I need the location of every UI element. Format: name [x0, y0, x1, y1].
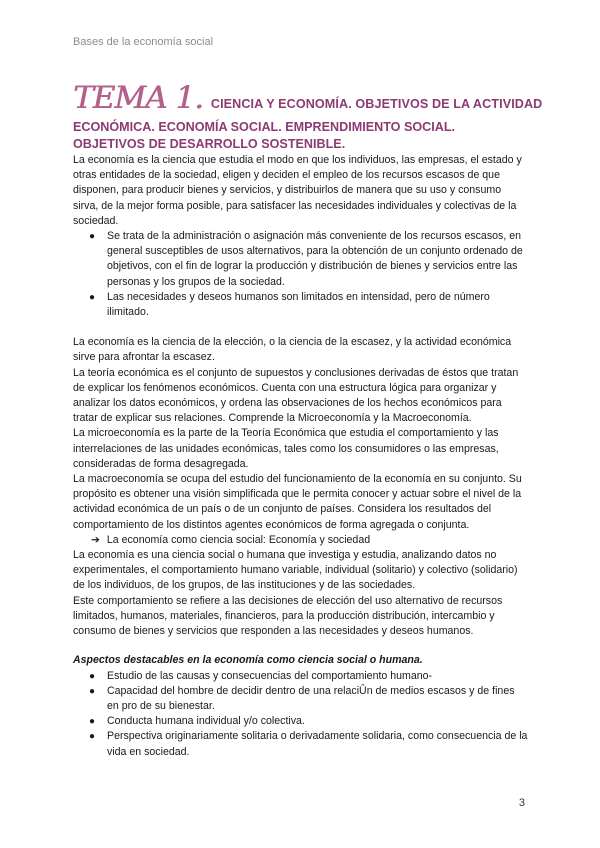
list-item-text: Estudio de las causas y consecuencias del comportamiento humano- [107, 669, 433, 682]
tema-label: TEMA 1. [73, 80, 203, 116]
bullet-icon: ● [89, 685, 96, 697]
running-header: Bases de la economía social [73, 36, 214, 48]
list-item [89, 229, 528, 290]
list-item [89, 669, 528, 684]
list-item-text: Capacidad del hombre de decidir dentro de una relaciÛn de medios escasos y de fines en pro de su bienestar. [107, 684, 515, 712]
arrow-right-icon: ➔ [91, 533, 100, 546]
bullet-icon: ● [89, 731, 96, 743]
bullet-icon: ● [89, 670, 96, 682]
list-item-text: Perspectiva originariamente solitaria o derivadamente solidaria, como consecuencia de la vida en sociedad. [107, 730, 528, 758]
aspects-heading: Aspectos destacables en la economía como ciencia social o humana. [73, 654, 423, 667]
list-item-text: Las necesidades y deseos humanos son limitados en intensidad, pero de número ilimitado. [107, 290, 490, 319]
paragraph-macro: La macroeconomía se ocupa del estudio del funcionamiento de la economía en su conjunto. Su propósito es obtener una visión simplificada que le permita conocer y actuar sobre el nivel de la actividad económica de un país o de un conjunto de países. Considera los resultados del comportamiento de los distintos agentes económicos de forma agregada o conjunta. [73, 473, 522, 531]
title-line-1 [73, 80, 543, 116]
paragraph-comportamiento: Este comportamiento se refiere a las decisiones de elección del uso alternativo de recursos limitados, humanos, materiales, financieros, para la producción distribución, intercambio y consumo de bienes y servicios que responden a las necesidades y deseos humanos. [73, 594, 503, 638]
bullet-icon: ● [89, 716, 96, 728]
spacer [73, 320, 528, 335]
page-number: 3 [518, 797, 525, 809]
paragraph-eleccion: La economía es la ciencia de la elección, o la ciencia de la escasez, y la actividad económica sirve para afrontar la escasez. [73, 336, 512, 364]
list-item [89, 684, 528, 714]
arrow-item [73, 533, 528, 548]
page-content [73, 80, 543, 760]
list-item [89, 714, 528, 729]
title-text-1: CIENCIA Y ECONOMÍA. OBJETIVOS DE LA ACTIVIDAD [210, 97, 543, 111]
list-item-text: Se trata de la administración o asignación más conveniente de los recursos escasos, en general susceptibles de usos alternativos, para la obtención de un conjunto ordenado de objetivos, con el fin de lograr la producción y distribución de bienes y servicios entre las personas y los grupos de la sociedad. [107, 230, 523, 288]
paragraph-teoria: La teoría económica es el conjunto de supuestos y conclusiones derivadas de éstos que tratan de explicar los fenómenos económicos. Cuenta con una estructura lógica para organizar y analizar los datos económicos, y ordena las observaciones de los hechos económicos para tratar de explicar sus relaciones. Comprende la Microeconomía y la Macroeconomía. [73, 366, 519, 425]
bullet-icon: ● [89, 231, 96, 243]
title-text-3: OBJETIVOS DE DESARROLLO SOSTENIBLE. [73, 136, 346, 151]
list-item [89, 290, 528, 320]
intro-bullet-list [73, 229, 528, 320]
title-text-2: ECONÓMICA. ECONOMÍA SOCIAL. EMPRENDIMIENTO SOCIAL. [73, 120, 456, 134]
list-item-text: Conducta humana individual y/o colectiva. [107, 715, 305, 728]
arrow-item-text: La economía como ciencia social: Economía y sociedad [106, 533, 371, 546]
intro-paragraph: La economía es la ciencia que estudia el modo en que los individuos, las empresas, el estado y otras entidades de la sociedad, eligen y deciden el empleo de los recursos escasos de que disponen, para producir bienes y servicios, y distribuirlos de manera que su uso y consumo sirva, de la mejor forma posible, para satisfacer las necesidades individuales y colectivas de la sociedad. [73, 154, 522, 227]
list-item [89, 729, 528, 759]
paragraph-micro: La microeconomía es la parte de la Teoría Económica que estudia el comportamiento y las interrelaciones de las unidades económicas, tales como los consumidores o las empresas, consideradas de forma desagregada. [73, 427, 499, 470]
aspects-bullet-list [73, 669, 528, 760]
bullet-icon: ● [89, 291, 96, 303]
paragraph-social: La economía es una ciencia social o humana que investiga y estudia, analizando datos no experimentales, el comportamiento humano variable, individual (solitario) y colectivo (solidario) de los individuos, de los grupos, de las instituciones y de las sociedades. [73, 549, 518, 592]
